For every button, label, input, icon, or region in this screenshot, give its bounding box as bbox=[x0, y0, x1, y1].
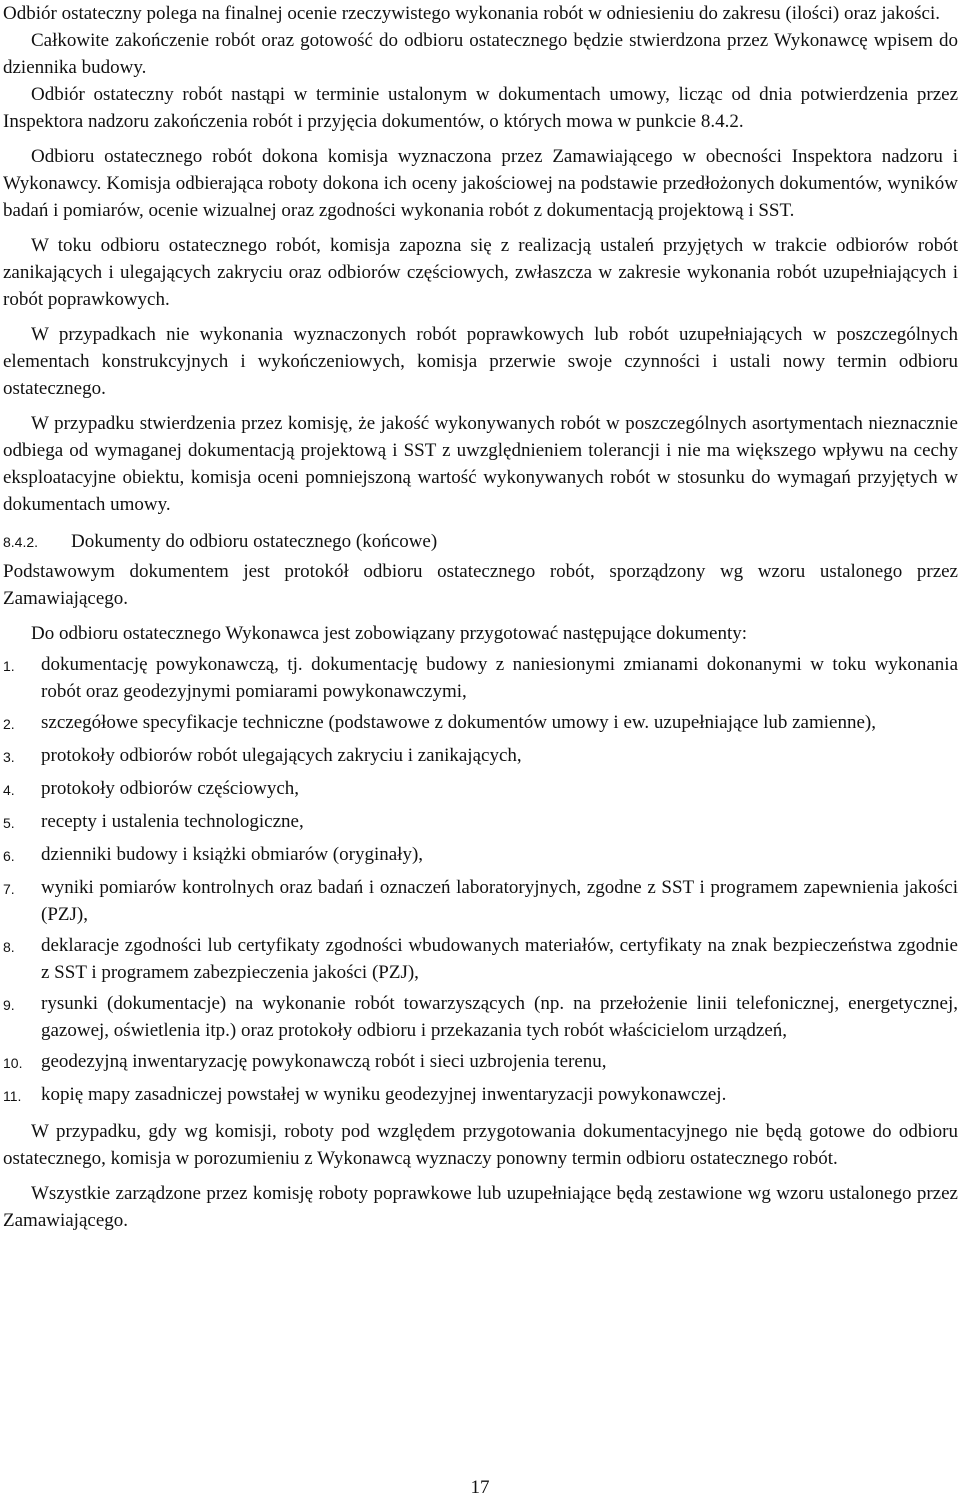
list-item bbox=[3, 841, 958, 870]
list-item bbox=[3, 990, 958, 1044]
list-item-number: 2. bbox=[3, 716, 15, 732]
section-heading bbox=[3, 528, 958, 556]
list-item bbox=[3, 932, 958, 986]
list-item-number: 1. bbox=[3, 658, 15, 674]
list-item-text: szczegółowe specyfikacje techniczne (podstawowe z dokumentów umowy i ew. uzupełniające lub zamienne), bbox=[41, 712, 876, 733]
list-item-text: geodezyjną inwentaryzację powykonawczą robót i sieci uzbrojenia terenu, bbox=[41, 1051, 607, 1072]
list-item bbox=[3, 651, 958, 705]
list-item-number: 9. bbox=[3, 997, 15, 1013]
list-item-number: 6. bbox=[3, 848, 15, 864]
list-item bbox=[3, 1081, 958, 1110]
paragraph: Podstawowym dokumentem jest protokół odbioru ostatecznego robót, sporządzony wg wzoru ustalonego przez Zamawiającego. bbox=[3, 561, 958, 609]
list-item-number: 5. bbox=[3, 815, 15, 831]
paragraph: Odbiór ostateczny robót nastąpi w terminie ustalonym w dokumentach umowy, licząc od dnia potwierdzenia przez Inspektora nadzoru zakończenia robót i przyjęcia dokumentów, o których mowa w punkcie 8.4.2. bbox=[3, 84, 958, 132]
list-item bbox=[3, 808, 958, 837]
list-item-text: deklaracje zgodności lub certyfikaty zgodności wbudowanych materiałów, certyfikaty na znak bezpieczeństwa zgodnie z SST i programem zabezpieczenia jakości (PZJ), bbox=[41, 935, 958, 983]
list-item-text: kopię mapy zasadniczej powstałej w wyniku geodezyjnej inwentaryzacji powykonawczej. bbox=[41, 1084, 727, 1105]
paragraph: Odbiór ostateczny polega na finalnej ocenie rzeczywistego wykonania robót w odniesieniu do zakresu (ilości) oraz jakości. bbox=[3, 3, 941, 24]
list-item-text: protokoły odbiorów częściowych, bbox=[41, 778, 300, 799]
list-item-text: recepty i ustalenia technologiczne, bbox=[41, 811, 304, 832]
list-item-number: 11. bbox=[3, 1088, 22, 1104]
section-number: 8.4.2. bbox=[3, 534, 39, 550]
list-item-number: 7. bbox=[3, 881, 15, 897]
paragraph: Odbioru ostatecznego robót dokona komisja wyznaczona przez Zamawiającego w obecności Inspektora nadzoru i Wykonawcy. Komisja odbierająca roboty dokona ich oceny jakościowej na podstawie przedłożonych dokumentów, wyników badań i pomiarów, ocenie wizualnej oraz zgodności wykonania robót z dokumentacją projektową i SST. bbox=[3, 146, 958, 221]
list-item bbox=[3, 775, 958, 804]
list-item-text: dzienniki budowy i książki obmiarów (oryginały), bbox=[41, 844, 424, 865]
list-item-number: 10. bbox=[3, 1055, 23, 1071]
document-page bbox=[3, 0, 958, 1234]
paragraph: Całkowite zakończenie robót oraz gotowość do odbioru ostatecznego będzie stwierdzona przez Wykonawcę wpisem do dziennika budowy. bbox=[3, 30, 958, 78]
list-item-text: wyniki pomiarów kontrolnych oraz badań i oznaczeń laboratoryjnych, zgodne z SST i programem zapewnienia jakości (PZJ), bbox=[41, 877, 958, 925]
paragraph: Wszystkie zarządzone przez komisję roboty poprawkowe lub uzupełniające będą zestawione wg wzoru ustalonego przez Zamawiającego. bbox=[3, 1183, 958, 1231]
paragraph: W toku odbioru ostatecznego robót, komisja zapozna się z realizacją ustaleń przyjętych w trakcie odbiorów robót zanikających i ulegających zakryciu oraz odbiorów częściowych, zwłaszcza w zakresie wykonania robót uzupełniających i robót poprawkowych. bbox=[3, 235, 958, 310]
page-number: 17 bbox=[470, 1477, 490, 1498]
list-item-number: 4. bbox=[3, 782, 15, 798]
list-item bbox=[3, 709, 958, 738]
list-item-text: dokumentację powykonawczą, tj. dokumentację budowy z naniesionymi zmianami dokonanymi w toku wykonania robót oraz geodezyjnymi pomiarami powykonawczymi, bbox=[41, 654, 958, 702]
list-item bbox=[3, 742, 958, 771]
list-item-number: 8. bbox=[3, 939, 15, 955]
list-item-text: rysunki (dokumentacje) na wykonanie robót towarzyszących (np. na przełożenie linii telefonicznej, energetycznej, gazowej, oświetlenia itp.) oraz protokoły odbioru i przekazania tych robót właścicielom urządzeń, bbox=[41, 993, 958, 1041]
paragraph: W przypadkach nie wykonania wyznaczonych robót poprawkowych lub robót uzupełniających w poszczególnych elementach konstrukcyjnych i wykończeniowych, komisja przerwie swoje czynności i ustali nowy termin odbioru ostatecznego. bbox=[3, 324, 958, 399]
list-item bbox=[3, 874, 958, 928]
documents-list bbox=[3, 651, 958, 1110]
list-item bbox=[3, 1048, 958, 1077]
section-title: Dokumenty do odbioru ostatecznego (końcowe) bbox=[71, 531, 438, 552]
paragraph: W przypadku stwierdzenia przez komisję, że jakość wykonywanych robót w poszczególnych asortymentach nieznacznie odbiega od wymaganej dokumentacją projektową i SST z uwzględnieniem tolerancji i nie ma większego wpływu na cechy eksploatacyjne obiektu, komisja oceni pomniejszoną wartość wykonywanych robót w stosunku do wymagań przyjętych w dokumentach umowy. bbox=[3, 413, 958, 515]
list-item-text: protokoły odbiorów robót ulegających zakryciu i zanikających, bbox=[41, 745, 522, 766]
paragraph: W przypadku, gdy wg komisji, roboty pod względem przygotowania dokumentacyjnego nie będą gotowe do odbioru ostatecznego, komisja w porozumieniu z Wykonawcą wyznaczy ponowny termin odbioru ostatecznego robót. bbox=[3, 1121, 958, 1169]
paragraph: Do odbioru ostatecznego Wykonawca jest zobowiązany przygotować następujące dokumenty: bbox=[31, 623, 748, 644]
list-item-number: 3. bbox=[3, 749, 15, 765]
